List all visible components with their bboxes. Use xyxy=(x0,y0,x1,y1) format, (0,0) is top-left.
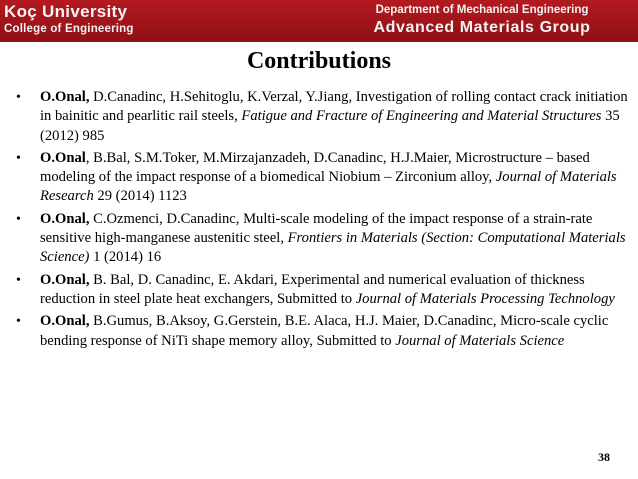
reference-volume: 1 (2014) 16 xyxy=(89,249,162,266)
reference-volume: 29 (2014) 1123 xyxy=(93,188,187,205)
reference-item xyxy=(0,149,638,207)
reference-journal: Journal of Materials Processing Technology xyxy=(355,290,615,307)
university-logo-text xyxy=(4,3,172,39)
college-name: College of Engineering xyxy=(4,23,134,35)
bullet-icon: • xyxy=(16,211,21,227)
reference-text: B. Bal, D. Canadinc, E. Akdari, Experimental and numerical evaluation of thickness reduction in steel plate heat exchangers, Submitted to xyxy=(40,271,585,307)
reference-author: O.Onal, xyxy=(40,89,90,105)
reference-item xyxy=(0,210,638,268)
reference-list xyxy=(0,88,638,354)
reference-text: , B.Bal, S.M.Toker, M.Mirzajanzadeh, D.Canadinc, H.J.Maier, Microstructure – based modeling of the impact response of a biomedical Niobium – Zirconium alloy, xyxy=(40,149,590,186)
reference-author: O.Onal xyxy=(40,149,86,166)
slide-title: Contributions xyxy=(246,48,392,74)
bullet-icon: • xyxy=(16,272,21,288)
reference-journal: Journal of Materials Research xyxy=(40,169,617,205)
reference-item xyxy=(0,271,638,310)
group-header xyxy=(332,3,632,39)
header-banner xyxy=(0,0,638,42)
reference-author: O.Onal, xyxy=(40,313,90,330)
reference-text: C.Ozmenci, D.Canadinc, Multi-scale modeling of the impact response of a strain-rate sensitive high-manganese austenitic steel, xyxy=(40,210,593,247)
university-name: Koç University xyxy=(4,2,128,21)
reference-journal: Journal of Materials Science xyxy=(395,332,565,349)
bullet-icon: • xyxy=(16,90,21,105)
bullet-icon: • xyxy=(16,314,21,330)
reference-volume: 35 (2012) 985 xyxy=(40,108,620,144)
reference-journal: Fatigue and Fracture of Engineering and Material Structures xyxy=(241,108,602,125)
group-name: Advanced Materials Group xyxy=(373,19,591,36)
page-number: 38 xyxy=(598,450,610,464)
reference-item xyxy=(0,312,638,351)
reference-author: O.Onal, xyxy=(40,271,90,288)
reference-author: O.Onal, xyxy=(40,210,90,227)
reference-text: B.Gumus, B.Aksoy, G.Gerstein, B.E. Alaca, H.J. Maier, D.Canadinc, Micro-scale cyclic bending response of NiTi shape memory alloy, Submitted to xyxy=(40,313,609,349)
reference-journal: Frontiers in Materials (Section: Computational Materials Science) xyxy=(40,230,626,266)
department-name: Department of Mechanical Engineering xyxy=(375,4,589,16)
bullet-icon: • xyxy=(16,150,21,166)
reference-item xyxy=(0,88,638,146)
reference-text: D.Canadinc, H.Sehitoglu, K.Verzal, Y.Jiang, Investigation of rolling contact crack initiation in bainitic and pearlitic rail steels, xyxy=(40,89,628,125)
